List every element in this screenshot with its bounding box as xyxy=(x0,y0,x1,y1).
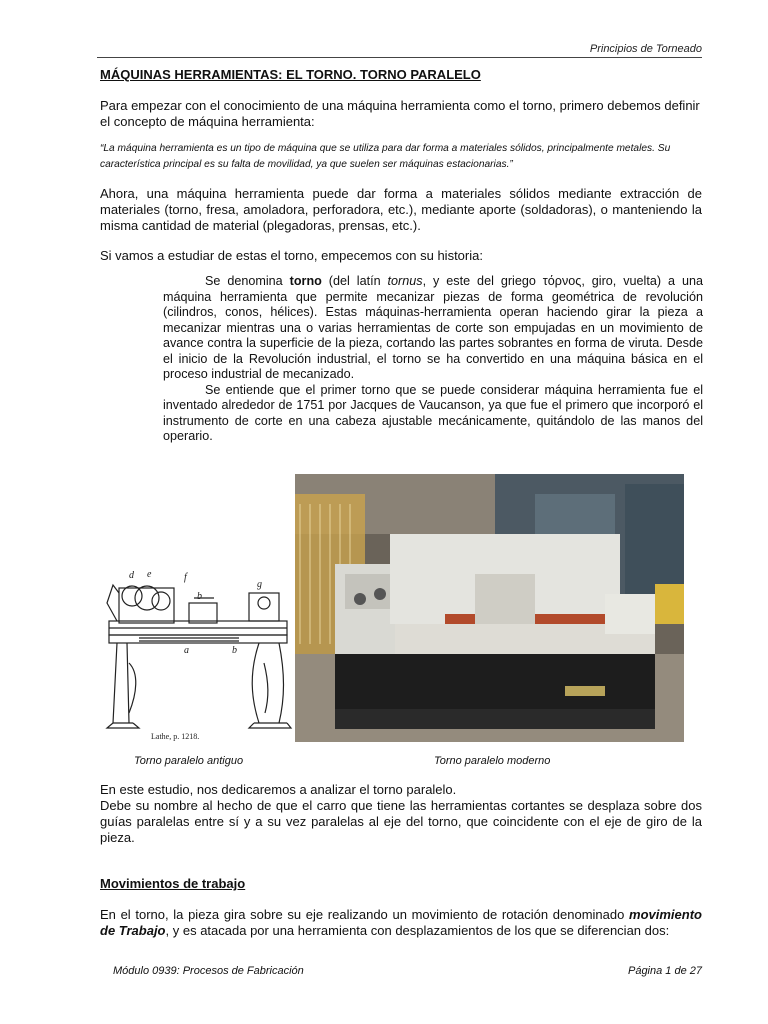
engraving-letter-b2: b xyxy=(232,645,237,656)
movements-paragraph: En el torno, la pieza gira sobre su eje realizando un movimiento de rotación denominado movimiento de Trabajo, y es atacada por una herramienta con desplazamientos de los que se diferencian dos: xyxy=(100,907,702,938)
name-paragraph: Debe su nombre al hecho de que el carro que tiene las herramientas cortantes se desplaza sobre dos guías paralelas entre sí y a su vez paralelas al eje del torno, que coincidente con el eje de giro de la pieza. xyxy=(100,798,702,845)
term-movimiento-trabajo: movimiento de Trabajo xyxy=(100,907,702,938)
engraving-letter-d: d xyxy=(129,570,134,581)
history-intro: Si vamos a estudiar de estas el torno, empecemos con su historia: xyxy=(100,248,483,263)
modern-lathe-photo xyxy=(295,474,684,742)
modern-lathe-caption: Torno paralelo moderno xyxy=(434,755,551,767)
footer-page: Página 1 de 27 xyxy=(627,965,702,977)
old-lathe-caption: Torno paralelo antiguo xyxy=(134,755,244,767)
engraving-letter-a: a xyxy=(184,645,189,656)
old-lathe-engraving xyxy=(99,563,293,743)
footer-module: Módulo 0939: Procesos de Fabricación xyxy=(113,965,304,977)
header-rule xyxy=(97,57,702,58)
study-paragraph: En este estudio, nos dedicaremos a analizar el torno paralelo. xyxy=(100,782,457,797)
term-tornus: tornus xyxy=(387,274,423,288)
term-torno: torno xyxy=(289,274,322,288)
history-quote-block xyxy=(163,274,703,445)
section-title: MÁQUINAS HERRAMIENTAS: EL TORNO. TORNO PARALELO xyxy=(100,67,481,82)
history-paragraph-2: Se entiende que el primer torno que se puede considerar máquina herramienta fue el inventado alrededor de 1751 por Jacques de Vaucanson, ya que fue el primero que incorporó el instrumento de corte en una cabeza ajustable mecánicamente, quitándolo de las manos del operario. xyxy=(163,382,703,443)
movements-title: Movimientos de trabajo xyxy=(100,876,246,891)
history-paragraph-1: Se denomina torno (del latín tornus, y este del griego τόρνος, giro, vuelta) a una máquina herramienta que permite mecanizar piezas de forma geométrica de revolución (cilindros, conos, hélices). Estas máquinas-herramienta operan haciendo girar la pieza a mecanizar mientras una o varias herramientas de corte son empujadas en un movimiento de avance contra la superficie de la pieza, cortando las partes sobrantes en forma de viruta. Desde el inicio de la Revolución industrial, el torno se ha convertido en una máquina básica en el proceso industrial de mecanizado. xyxy=(163,274,703,381)
engraving-plate-label: Lathe, p. 1218. xyxy=(151,732,200,741)
engraving-letter-e: e xyxy=(147,569,152,580)
intro-paragraph: Para empezar con el conocimiento de una máquina herramienta como el torno, primero debemos definir el concepto de máquina herramienta: xyxy=(100,98,700,129)
header-title: Principios de Torneado xyxy=(589,43,702,55)
engraving-letter-g: g xyxy=(257,579,262,590)
engraving-letter-b1: b xyxy=(197,591,202,602)
definition-quote: “La máquina herramienta es un tipo de máquina que se utiliza para dar forma a materiales sólidos, principalmente metales. Su característica principal es su falta de movilidad, ya que suelen ser máquinas estacionarias.” xyxy=(100,143,671,170)
shaping-paragraph: Ahora, una máquina herramienta puede dar forma a materiales sólidos mediante extracción de materiales (torno, fresa, amoladora, perforadora, etc.), mediante aporte (soldadoras), o manteniendo la misma cantidad de material (plegadoras, prensas, etc.). xyxy=(100,186,702,233)
engraving-letter-f: f xyxy=(184,572,187,583)
